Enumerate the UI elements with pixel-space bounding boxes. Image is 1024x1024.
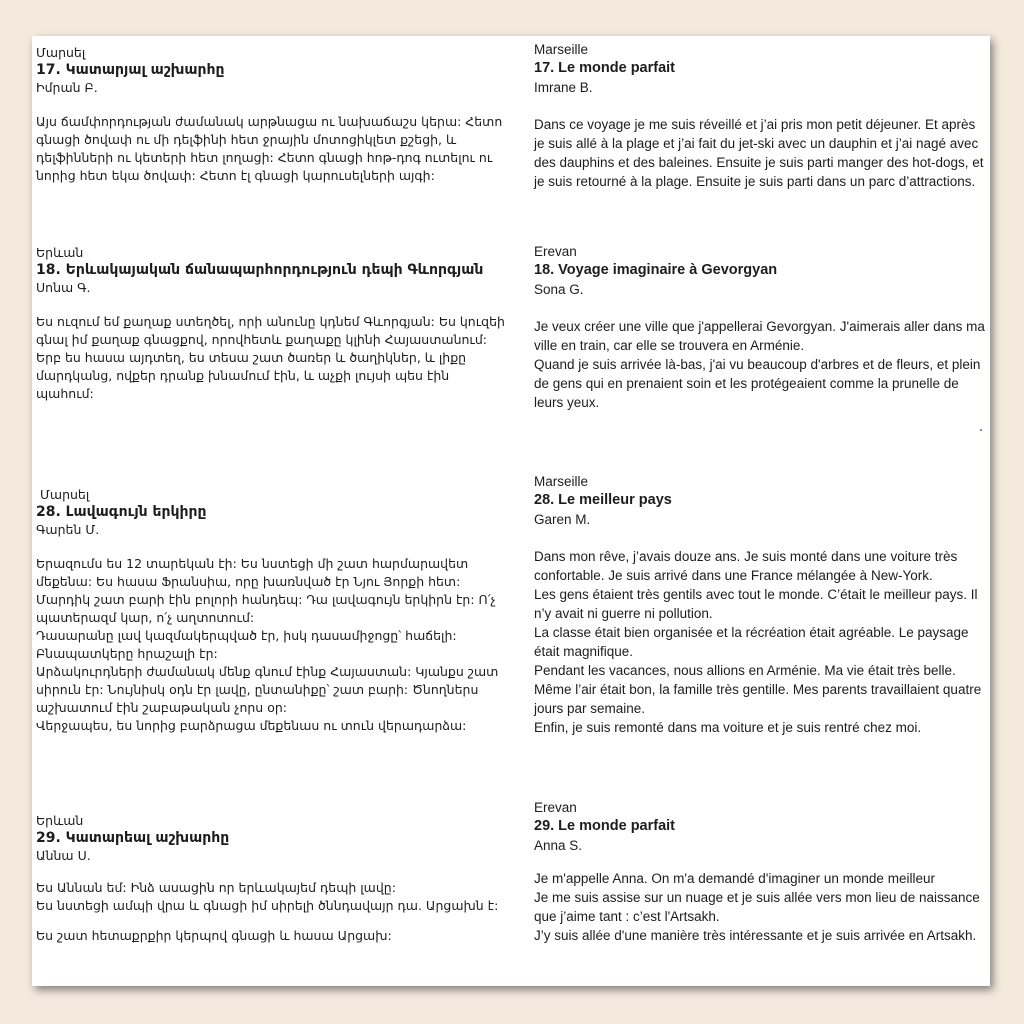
- entry-28-armenian: [36, 486, 506, 735]
- entry-paragraph: Je m'appelle Anna. On m'a demandé d'imaginer un monde meilleur: [534, 871, 935, 886]
- entry-paragraph: Ես նստեցի ամպի վրա և գնացի իմ սիրելի ծննդավայր դա. Արցախն է:: [36, 898, 499, 913]
- entry-title: 28. Լավագույն երկիրը: [36, 504, 207, 520]
- entry-paragraph: Quand je suis arrivée là-bas, j'ai vu beaucoup d'arbres et de fleurs, et plein de gens qui en prenaient soin et les protégeaient comme la prunelle de leurs yeux.: [534, 357, 981, 410]
- entry-city: Erevan: [534, 244, 577, 259]
- entry-city: Երևան: [36, 245, 84, 260]
- entry-title: 28. Le meilleur pays: [534, 492, 672, 508]
- entry-paragraph: Ես շատ հետաքրքիր կերպով գնացի և հասա Արցախ:: [36, 928, 392, 943]
- entry-title: 18. Երևակայական ճանապարհորդություն դեպի Գևորգյան: [36, 262, 484, 278]
- entry-28-french: [534, 472, 986, 737]
- entry-paragraph: Dans ce voyage je me suis réveillé et j’ai pris mon petit déjeuner. Et après je suis allé à la plage et j’ai fait du jet-ski avec un dauphin et j’ai nagé avec des dauphins et des baleines. Ensuite je suis parti manger des hot-dogs, et je suis retourné à la plage. Ensuite je suis parti dans un parc d’attractions.: [534, 117, 984, 189]
- entry-title: 29. Կատարեալ աշխարհը: [36, 830, 230, 846]
- entry-17-french: [534, 40, 986, 191]
- entry-paragraph: Pendant les vacances, nous allions en Arménie. Ma vie était très belle. Même l’air était bon, la famille très gentille. Mes parents travaillaient quatre jours par semaine.: [534, 663, 982, 716]
- entry-author: Garen M.: [534, 512, 591, 527]
- entry-18-french: [534, 242, 986, 412]
- entry-paragraph: Je me suis assise sur un nuage et je suis allée vers mon lieu de naissance que j’aime tant : c’est l'Artsakh.: [534, 890, 980, 924]
- entry-18-armenian: [36, 244, 506, 403]
- entry-city: Մարսել: [36, 45, 86, 60]
- entry-city: Erevan: [534, 800, 577, 815]
- entry-author: Գարեն Մ.: [36, 522, 100, 537]
- entry-title: 17. Կատարյալ աշխարհը: [36, 62, 225, 78]
- entry-paragraph: La classe était bien organisée et la récréation était agréable. Le paysage était magnifique.: [534, 625, 969, 659]
- entry-paragraph: Dans mon rêve, j’avais douze ans. Je suis monté dans une voiture très confortable. Je suis arrivé dans une France mélangée à New-York.: [534, 549, 958, 583]
- entry-paragraph: Ես ուզում եմ քաղաք ստեղծել, որի անունը կդնեմ Գևորգյան: Ես կուզեի գնալ իմ քաղաք գնացքով, որովհետև քաղաքը կլինի Հայաստանում: Երբ ես հասա այդտեղ, ես տեսա շատ ծառեր և ծաղիկներ, և լիքը մարդկանց, ովքեր դրանք խնամում էին, և աչքի լույսի պես էին պահում:: [36, 314, 505, 401]
- entry-paragraph: Արձակուրդների ժամանակ մենք գնում էինք Հայաստան: Կյանքս շատ սիրուն էր: Նույնիսկ օդն էր լավը, ընտանիքը՝ շատ բարի: Ծնողներս աշխատում էին շաբաթական չորս օր:: [36, 664, 499, 715]
- entry-paragraph: Վերջապես, ես նորից բարձրացա մեքենաս ու տուն վերադարձա:: [36, 718, 467, 733]
- entry-city: Marseille: [534, 474, 589, 489]
- entry-29-french: [534, 798, 986, 945]
- entry-paragraph: Դասարանը լավ կազմակերպված էր, իսկ դասամիջոցը՝ հաճելի: Բնապատկերը հրաշալի էր:: [36, 628, 457, 661]
- document-page: [32, 36, 990, 986]
- entry-author: Աննա Ս.: [36, 848, 91, 863]
- entry-author: Imrane B.: [534, 80, 593, 95]
- entry-title: 29. Le monde parfait: [534, 818, 676, 834]
- entry-author: Sona G.: [534, 282, 584, 297]
- entry-author: Anna S.: [534, 838, 583, 853]
- entry-author: Իմրան Բ.: [36, 80, 98, 95]
- entry-paragraph: Ես Աննան եմ: Ինձ ասացին որ երևակայեմ դեպի լավը:: [36, 880, 396, 895]
- entry-city: Marseille: [534, 42, 589, 57]
- stray-dot: [980, 429, 982, 431]
- entry-paragraph: Les gens étaient très gentils avec tout le monde. C’était le meilleur pays. Il n’y avait ni guerre ni pollution.: [534, 587, 978, 621]
- entry-paragraph: Je veux créer une ville que j'appellerai Gevorgyan. J'aimerais aller dans ma ville en train, car elle se trouvera en Arménie.: [534, 319, 985, 353]
- entry-author: Սոնա Գ.: [36, 280, 91, 295]
- entry-paragraph: Մարդիկ շատ բարի էին բոլորի հանդեպ: Դա լավագույն երկիրն էր: Ո՛չ պատերազմ կար, ո՛չ աղտոտում:: [36, 592, 496, 625]
- entry-paragraph: Այս ճամփորդության ժամանակ արթնացա ու նախաճաշս կերա: Հետո գնացի ծովափ ու մի դելֆինի հետ ջրային մոտոցիկլետ քշեցի, և դելֆինների ու կետերի հետ լողացի: Հետո գնացի հոթ-դոգ ուտելու ու նորից հետ եկա ծովափ: Հետո էլ գնացի կարուսելների այգի:: [36, 114, 503, 183]
- entry-title: 18. Voyage imaginaire à Gevorgyan: [534, 262, 778, 278]
- entry-city: Երևան: [36, 813, 84, 828]
- entry-paragraph: Enfin, je suis remonté dans ma voiture et je suis rentré chez moi.: [534, 720, 922, 735]
- entry-paragraph: J’y suis allée d'une manière très intéressante et je suis arrivée en Artsakh.: [534, 928, 977, 943]
- entry-paragraph: Երազումս ես 12 տարեկան էի: Ես նստեցի մի շատ հարմարավետ մեքենա: Ես հասա Ֆրանսիա, որը խառնված էր Նյու Յորքի հետ:: [36, 556, 469, 589]
- entry-29-armenian: [36, 812, 506, 945]
- entry-title: 17. Le monde parfait: [534, 60, 676, 76]
- entry-17-armenian: [36, 44, 506, 185]
- entry-city: Մարսել: [40, 487, 90, 502]
